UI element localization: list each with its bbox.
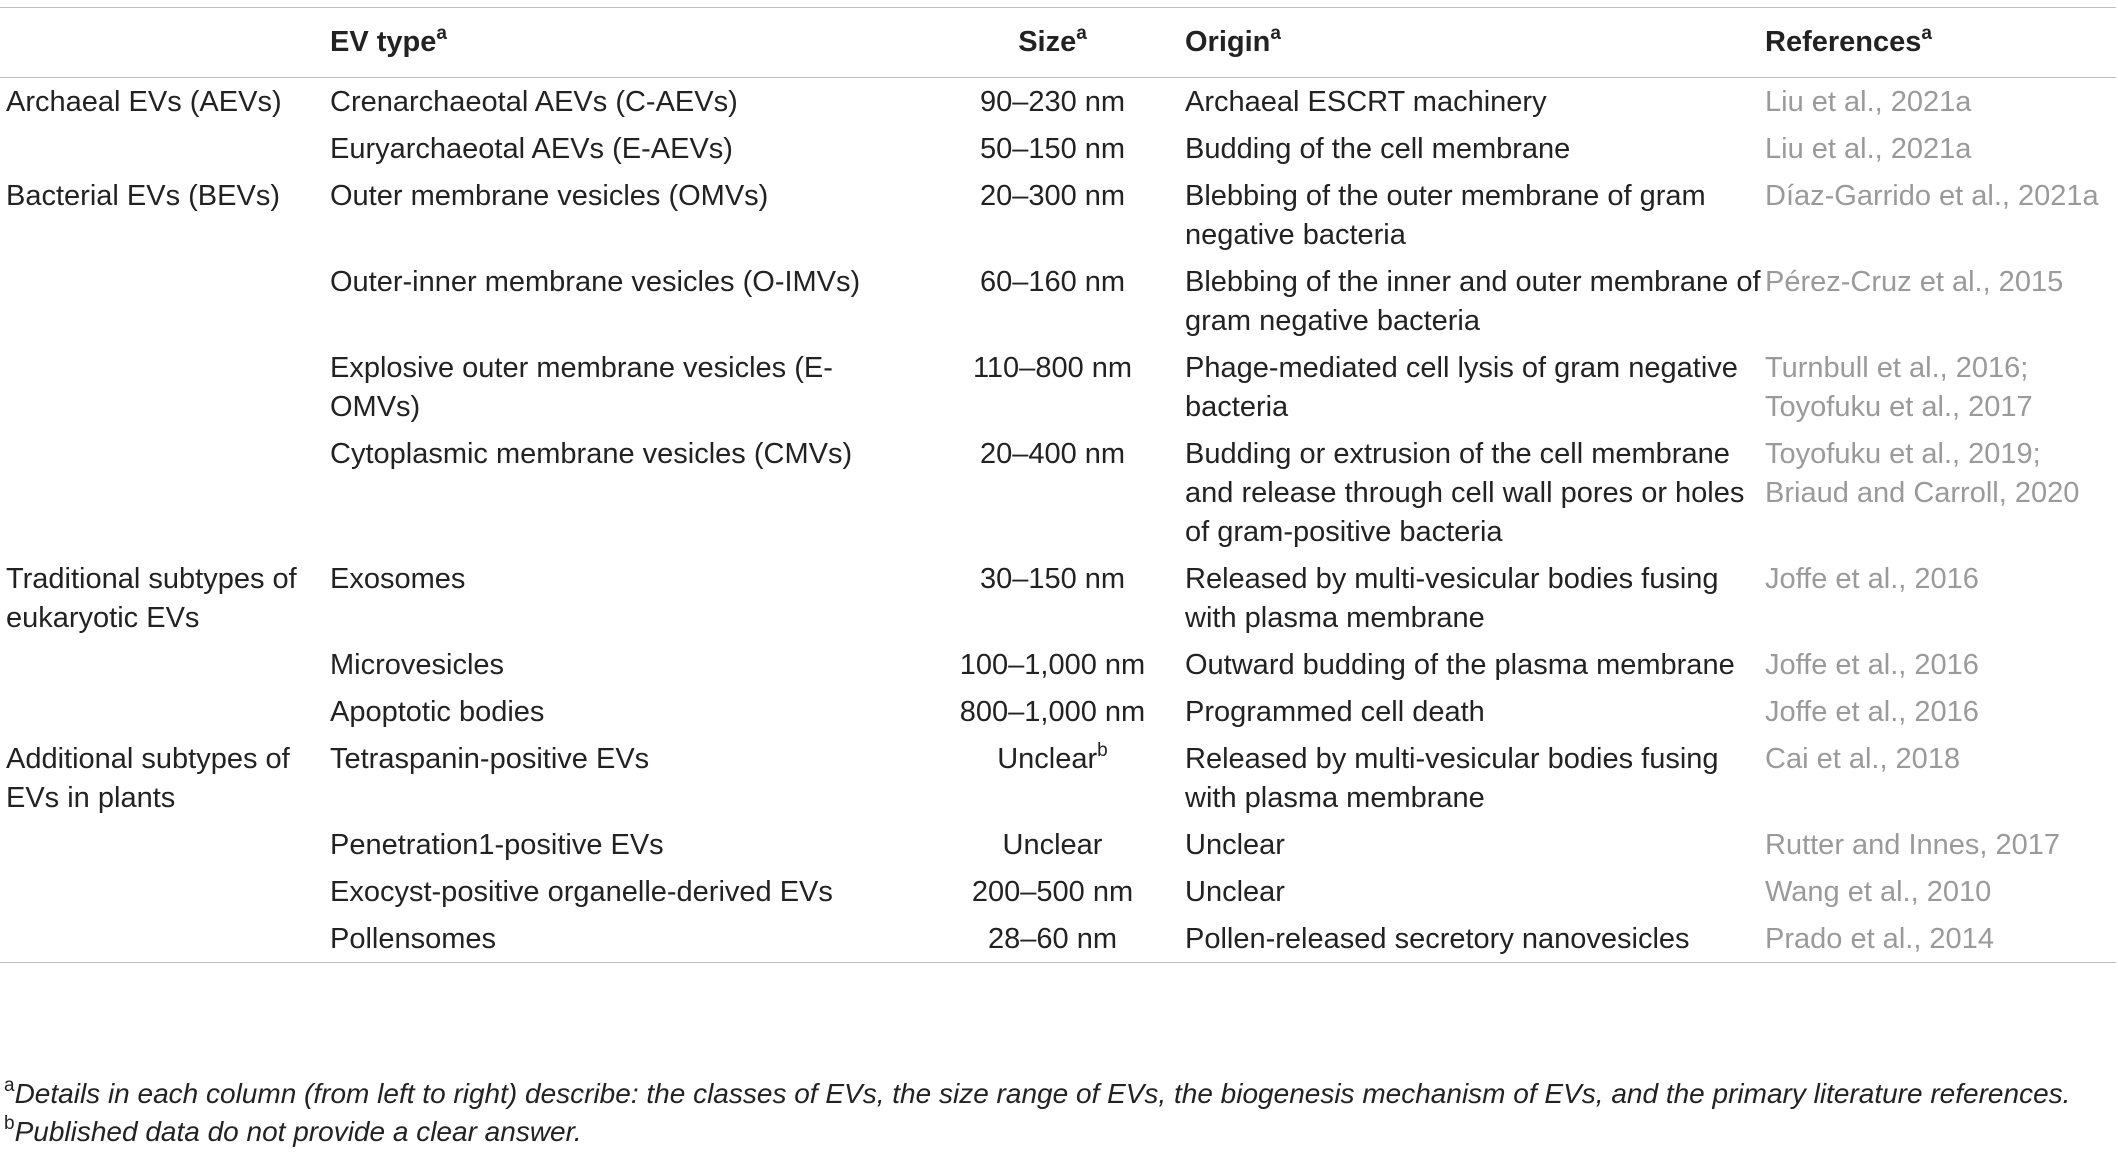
table-row	[0, 258, 2116, 344]
cell-ev-type: Outer membrane vesicles (OMVs)	[330, 180, 769, 212]
table-row	[0, 555, 2116, 641]
cell-references: Toyofuku et al., 2019; Briaud and Carroll, 2020	[1765, 438, 2080, 509]
table-row	[0, 868, 2116, 915]
table-row	[0, 735, 2116, 821]
table-row	[0, 688, 2116, 735]
cell-references: Wang et al., 2010	[1765, 876, 1992, 908]
cell-class: Traditional subtypes of eukaryotic EVs	[6, 563, 297, 634]
header-size: Size$^a$	[1018, 23, 1087, 58]
header-class	[0, 8, 330, 78]
table-row	[0, 915, 2116, 963]
cell-size: Unclear$^b$	[997, 740, 1108, 775]
cell-origin: Budding or extrusion of the cell membrane and release through cell wall pores or holes of gram-positive bacteria	[1185, 438, 1745, 548]
cell-origin: Pollen-released secretory nanovesicles	[1185, 923, 1690, 955]
header-ev-type: EV type$^a$	[330, 23, 447, 58]
cell-class: Archaeal EVs (AEVs)	[6, 86, 282, 118]
cell-origin: Released by multi-vesicular bodies fusing with plasma membrane	[1185, 743, 1719, 814]
header-origin: Origin$^a$	[1185, 23, 1281, 58]
cell-class	[0, 641, 330, 688]
cell-ev-type: Tetraspanin-positive EVs	[330, 743, 650, 775]
cell-class	[0, 688, 330, 735]
cell-references: Liu et al., 2021a	[1765, 86, 1972, 118]
cell-size: 110–800 nm	[972, 352, 1133, 384]
cell-class	[0, 344, 330, 430]
table-row	[0, 641, 2116, 688]
table-row	[0, 78, 2116, 126]
cell-ev-type: Exosomes	[330, 563, 466, 595]
cell-references: Liu et al., 2021a	[1765, 133, 1972, 165]
cell-size: 200–500 nm	[971, 876, 1134, 908]
cell-origin: Phage-mediated cell lysis of gram negative bacteria	[1185, 352, 1738, 423]
table-row	[0, 821, 2116, 868]
cell-size: 28–60 nm	[988, 923, 1117, 955]
cell-class	[0, 915, 330, 963]
cell-references: Pérez-Cruz et al., 2015	[1765, 266, 2064, 298]
cell-origin: Programmed cell death	[1185, 696, 1485, 728]
table-row	[0, 125, 2116, 172]
cell-class	[0, 868, 330, 915]
cell-size: 20–400 nm	[979, 438, 1126, 470]
cell-size: 20–300 nm	[979, 180, 1126, 212]
cell-ev-type: Microvesicles	[330, 649, 505, 681]
table-row	[0, 344, 2116, 430]
cell-ev-type: Exocyst-positive organelle-derived EVs	[330, 876, 833, 908]
cell-ev-type: Crenarchaeotal AEVs (C-AEVs)	[330, 86, 738, 118]
footnote-a: $^a$Details in each column (from left to right) describe: the classes of EVs, the size range of EVs, the biogenesis mechanism of EVs, and the primary literature references.	[4, 1075, 2071, 1109]
cell-origin: Unclear	[1185, 876, 1285, 908]
cell-origin: Blebbing of the inner and outer membrane of gram negative bacteria	[1185, 266, 1761, 337]
cell-size: 100–1,000 nm	[959, 649, 1146, 681]
ev-types-table	[0, 7, 2116, 963]
cell-references: Prado et al., 2014	[1765, 923, 1994, 955]
cell-ev-type: Pollensomes	[330, 923, 497, 955]
table-header-row	[0, 8, 2116, 78]
cell-references: Cai et al., 2018	[1765, 743, 1961, 775]
cell-class	[0, 430, 330, 555]
cell-ev-type: Penetration1-positive EVs	[330, 829, 664, 861]
footnote-b: $^b$Published data do not provide a clear answer.	[4, 1113, 582, 1147]
cell-size: 30–150 nm	[979, 563, 1126, 595]
cell-ev-type: Cytoplasmic membrane vesicles (CMVs)	[330, 438, 853, 470]
cell-references: Joffe et al., 2016	[1765, 563, 1979, 595]
cell-size: Unclear	[1002, 829, 1103, 861]
cell-origin: Budding of the cell membrane	[1185, 133, 1571, 165]
cell-size: 60–160 nm	[979, 266, 1126, 298]
cell-references: Turnbull et al., 2016; Toyofuku et al., 2017	[1765, 352, 2033, 423]
cell-origin: Unclear	[1185, 829, 1285, 861]
cell-references: Joffe et al., 2016	[1765, 696, 1979, 728]
cell-ev-type: Euryarchaeotal AEVs (E-AEVs)	[330, 133, 733, 165]
footnotes	[4, 1075, 2070, 1151]
cell-size: 800–1,000 nm	[959, 696, 1146, 728]
table-row	[0, 172, 2116, 258]
cell-class	[0, 125, 330, 172]
cell-references: Díaz-Garrido et al., 2021a	[1765, 180, 2099, 212]
cell-size: 50–150 nm	[979, 133, 1126, 165]
cell-references: Rutter and Innes, 2017	[1765, 829, 2061, 861]
table-row	[0, 430, 2116, 555]
cell-ev-type: Outer-inner membrane vesicles (O-IMVs)	[330, 266, 861, 298]
cell-class: Bacterial EVs (BEVs)	[6, 180, 280, 212]
cell-class	[0, 258, 330, 344]
cell-class	[0, 821, 330, 868]
cell-class: Additional subtypes of EVs in plants	[6, 743, 290, 814]
cell-size: 90–230 nm	[979, 86, 1126, 118]
table-body	[0, 78, 2116, 963]
cell-origin: Released by multi-vesicular bodies fusing with plasma membrane	[1185, 563, 1719, 634]
header-references: References$^a$	[1765, 23, 1932, 58]
cell-origin: Archaeal ESCRT machinery	[1185, 86, 1547, 118]
cell-origin: Outward budding of the plasma membrane	[1185, 649, 1735, 681]
cell-references: Joffe et al., 2016	[1765, 649, 1979, 681]
cell-ev-type: Explosive outer membrane vesicles (E-OMVs)	[330, 352, 833, 423]
cell-ev-type: Apoptotic bodies	[330, 696, 545, 728]
cell-origin: Blebbing of the outer membrane of gram negative bacteria	[1185, 180, 1706, 251]
